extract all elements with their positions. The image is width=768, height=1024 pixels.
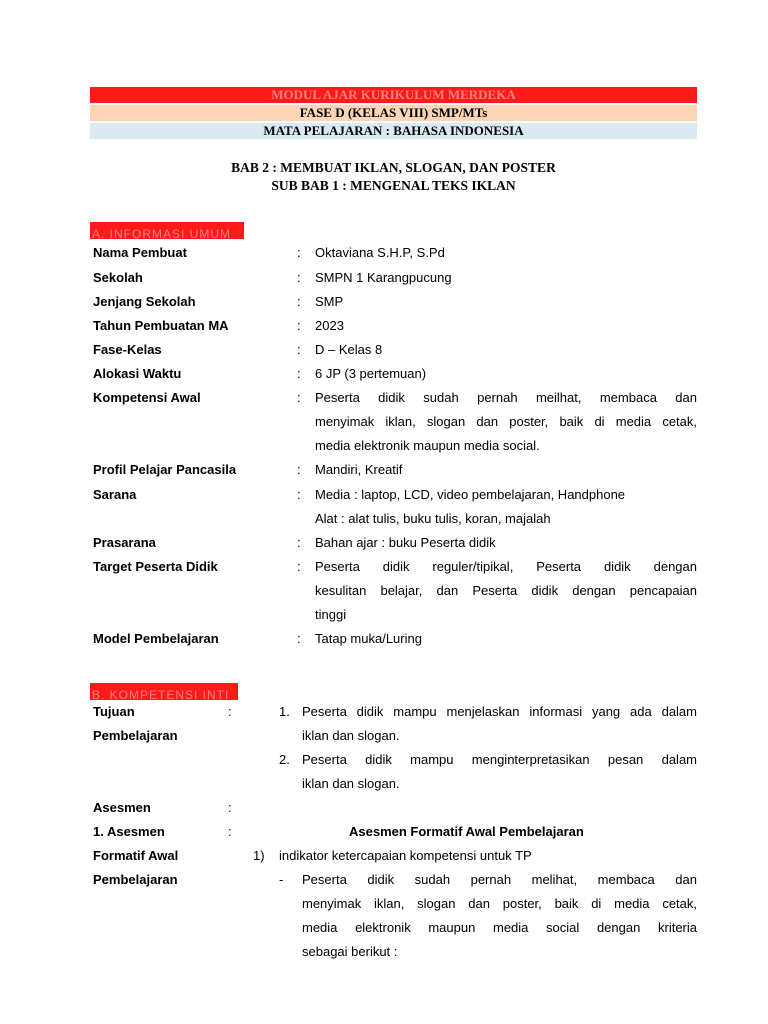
field-label-sekolah: Sekolah xyxy=(93,270,143,285)
field-colon: : xyxy=(297,342,301,357)
section-b-heading: B. KOMPETENSI INTI xyxy=(90,683,238,700)
asesmen1-label: 1. Asesmen xyxy=(93,824,165,839)
indikator-line: sebagai berikut : xyxy=(302,944,398,959)
chapter-title: BAB 2 : MEMBUAT IKLAN, SLOGAN, DAN POSTER xyxy=(231,160,556,175)
field-colon: : xyxy=(297,390,301,405)
tujuan-item-line: Peserta didik mampu menjelaskan informasi yang ada dalam xyxy=(302,704,697,719)
list-number: 1. xyxy=(279,704,290,719)
field-colon: : xyxy=(297,318,301,333)
phase-banner: FASE D (KELAS VIII) SMP/MTs xyxy=(90,105,697,121)
asesmen1-heading: Asesmen Formatif Awal Pembelajaran xyxy=(349,824,584,839)
field-value-sarana-media: Media : laptop, LCD, video pembelajaran, Handphone xyxy=(315,487,626,502)
field-colon: : xyxy=(297,366,301,381)
dash-bullet: - xyxy=(279,872,284,887)
field-label-nama-pembuat: Nama Pembuat xyxy=(93,245,187,260)
indikator-line: media elektronik maupun media social dengan kriteria xyxy=(302,920,697,935)
field-value-profil: Mandiri, Kreatif xyxy=(315,462,403,477)
field-label-profil: Profil Pelajar Pancasila xyxy=(93,462,237,477)
tujuan-colon: : xyxy=(228,704,232,719)
tujuan-label: Pembelajaran xyxy=(93,728,178,743)
field-colon: : xyxy=(297,631,301,646)
asesmen-label: Asesmen xyxy=(93,800,151,815)
target-line: tinggi xyxy=(315,607,347,622)
field-colon: : xyxy=(297,270,301,285)
tujuan-item-line: iklan dan slogan. xyxy=(302,728,400,743)
asesmen-colon: : xyxy=(228,800,232,815)
field-colon: : xyxy=(297,294,301,309)
subchapter-title: SUB BAB 1 : MENGENAL TEKS IKLAN xyxy=(271,178,516,193)
tujuan-item-line: iklan dan slogan. xyxy=(302,776,400,791)
field-label-model: Model Pembelajaran xyxy=(93,631,219,646)
kompetensi-awal-line: menyimak iklan, slogan dan poster, baik di media cetak, xyxy=(315,414,697,429)
section-a-heading: A. INFORMASI UMUM xyxy=(90,222,244,239)
asesmen1-label: Pembelajaran xyxy=(93,872,178,887)
field-value-sekolah: SMPN 1 Karangpucung xyxy=(315,270,452,285)
field-label-tahun: Tahun Pembuatan MA xyxy=(93,318,229,333)
field-colon: : xyxy=(297,559,301,574)
indikator-text: indikator ketercapaian kompetensi untuk TP xyxy=(279,848,532,863)
field-label-prasarana: Prasarana xyxy=(93,535,156,550)
asesmen1-label: Formatif Awal xyxy=(93,848,179,863)
subject-banner: MATA PELAJARAN : BAHASA INDONESIA xyxy=(90,123,697,139)
kompetensi-awal-line: media elektronik maupun media social. xyxy=(315,438,540,453)
field-label-target: Target Peserta Didik xyxy=(93,559,218,574)
field-colon: : xyxy=(297,245,301,260)
module-title-banner: MODUL AJAR KURIKULUM MERDEKA xyxy=(90,87,697,103)
field-colon: : xyxy=(297,535,301,550)
field-label-sarana: Sarana xyxy=(93,487,137,502)
tujuan-label: Tujuan xyxy=(93,704,135,719)
field-value-tahun: 2023 xyxy=(315,318,344,333)
list-number: 2. xyxy=(279,752,290,767)
field-value-nama-pembuat: Oktaviana S.H.P, S.Pd xyxy=(315,245,445,260)
field-value-prasarana: Bahan ajar : buku Peserta didik xyxy=(315,535,496,550)
field-label-fase-kelas: Fase-Kelas xyxy=(93,342,162,357)
list-number: 1) xyxy=(253,848,265,863)
target-line: kesulitan belajar, dan Peserta didik dengan pencapaian xyxy=(315,583,697,598)
field-value-alokasi: 6 JP (3 pertemuan) xyxy=(315,366,427,381)
kompetensi-awal-line: Peserta didik sudah pernah meilhat, membaca dan xyxy=(315,390,697,405)
indikator-line: menyimak iklan, slogan dan poster, baik di media cetak, xyxy=(302,896,697,911)
field-colon: : xyxy=(297,462,301,477)
indikator-line: Peserta didik sudah pernah melihat, membaca dan xyxy=(302,872,697,887)
target-line: Peserta didik reguler/tipikal, Peserta didik dengan xyxy=(315,559,697,574)
tujuan-item-line: Peserta didik mampu menginterpretasikan pesan dalam xyxy=(302,752,697,767)
field-value-model: Tatap muka/Luring xyxy=(315,631,422,646)
field-value-jenjang: SMP xyxy=(315,294,344,309)
field-value-fase-kelas: D – Kelas 8 xyxy=(315,342,383,357)
asesmen1-colon: : xyxy=(228,824,232,839)
field-colon: : xyxy=(297,487,301,502)
field-value-sarana-alat: Alat : alat tulis, buku tulis, koran, majalah xyxy=(315,511,551,526)
field-label-jenjang: Jenjang Sekolah xyxy=(93,294,196,309)
field-label-alokasi: Alokasi Waktu xyxy=(93,366,182,381)
field-label-kompetensi-awal: Kompetensi Awal xyxy=(93,390,201,405)
